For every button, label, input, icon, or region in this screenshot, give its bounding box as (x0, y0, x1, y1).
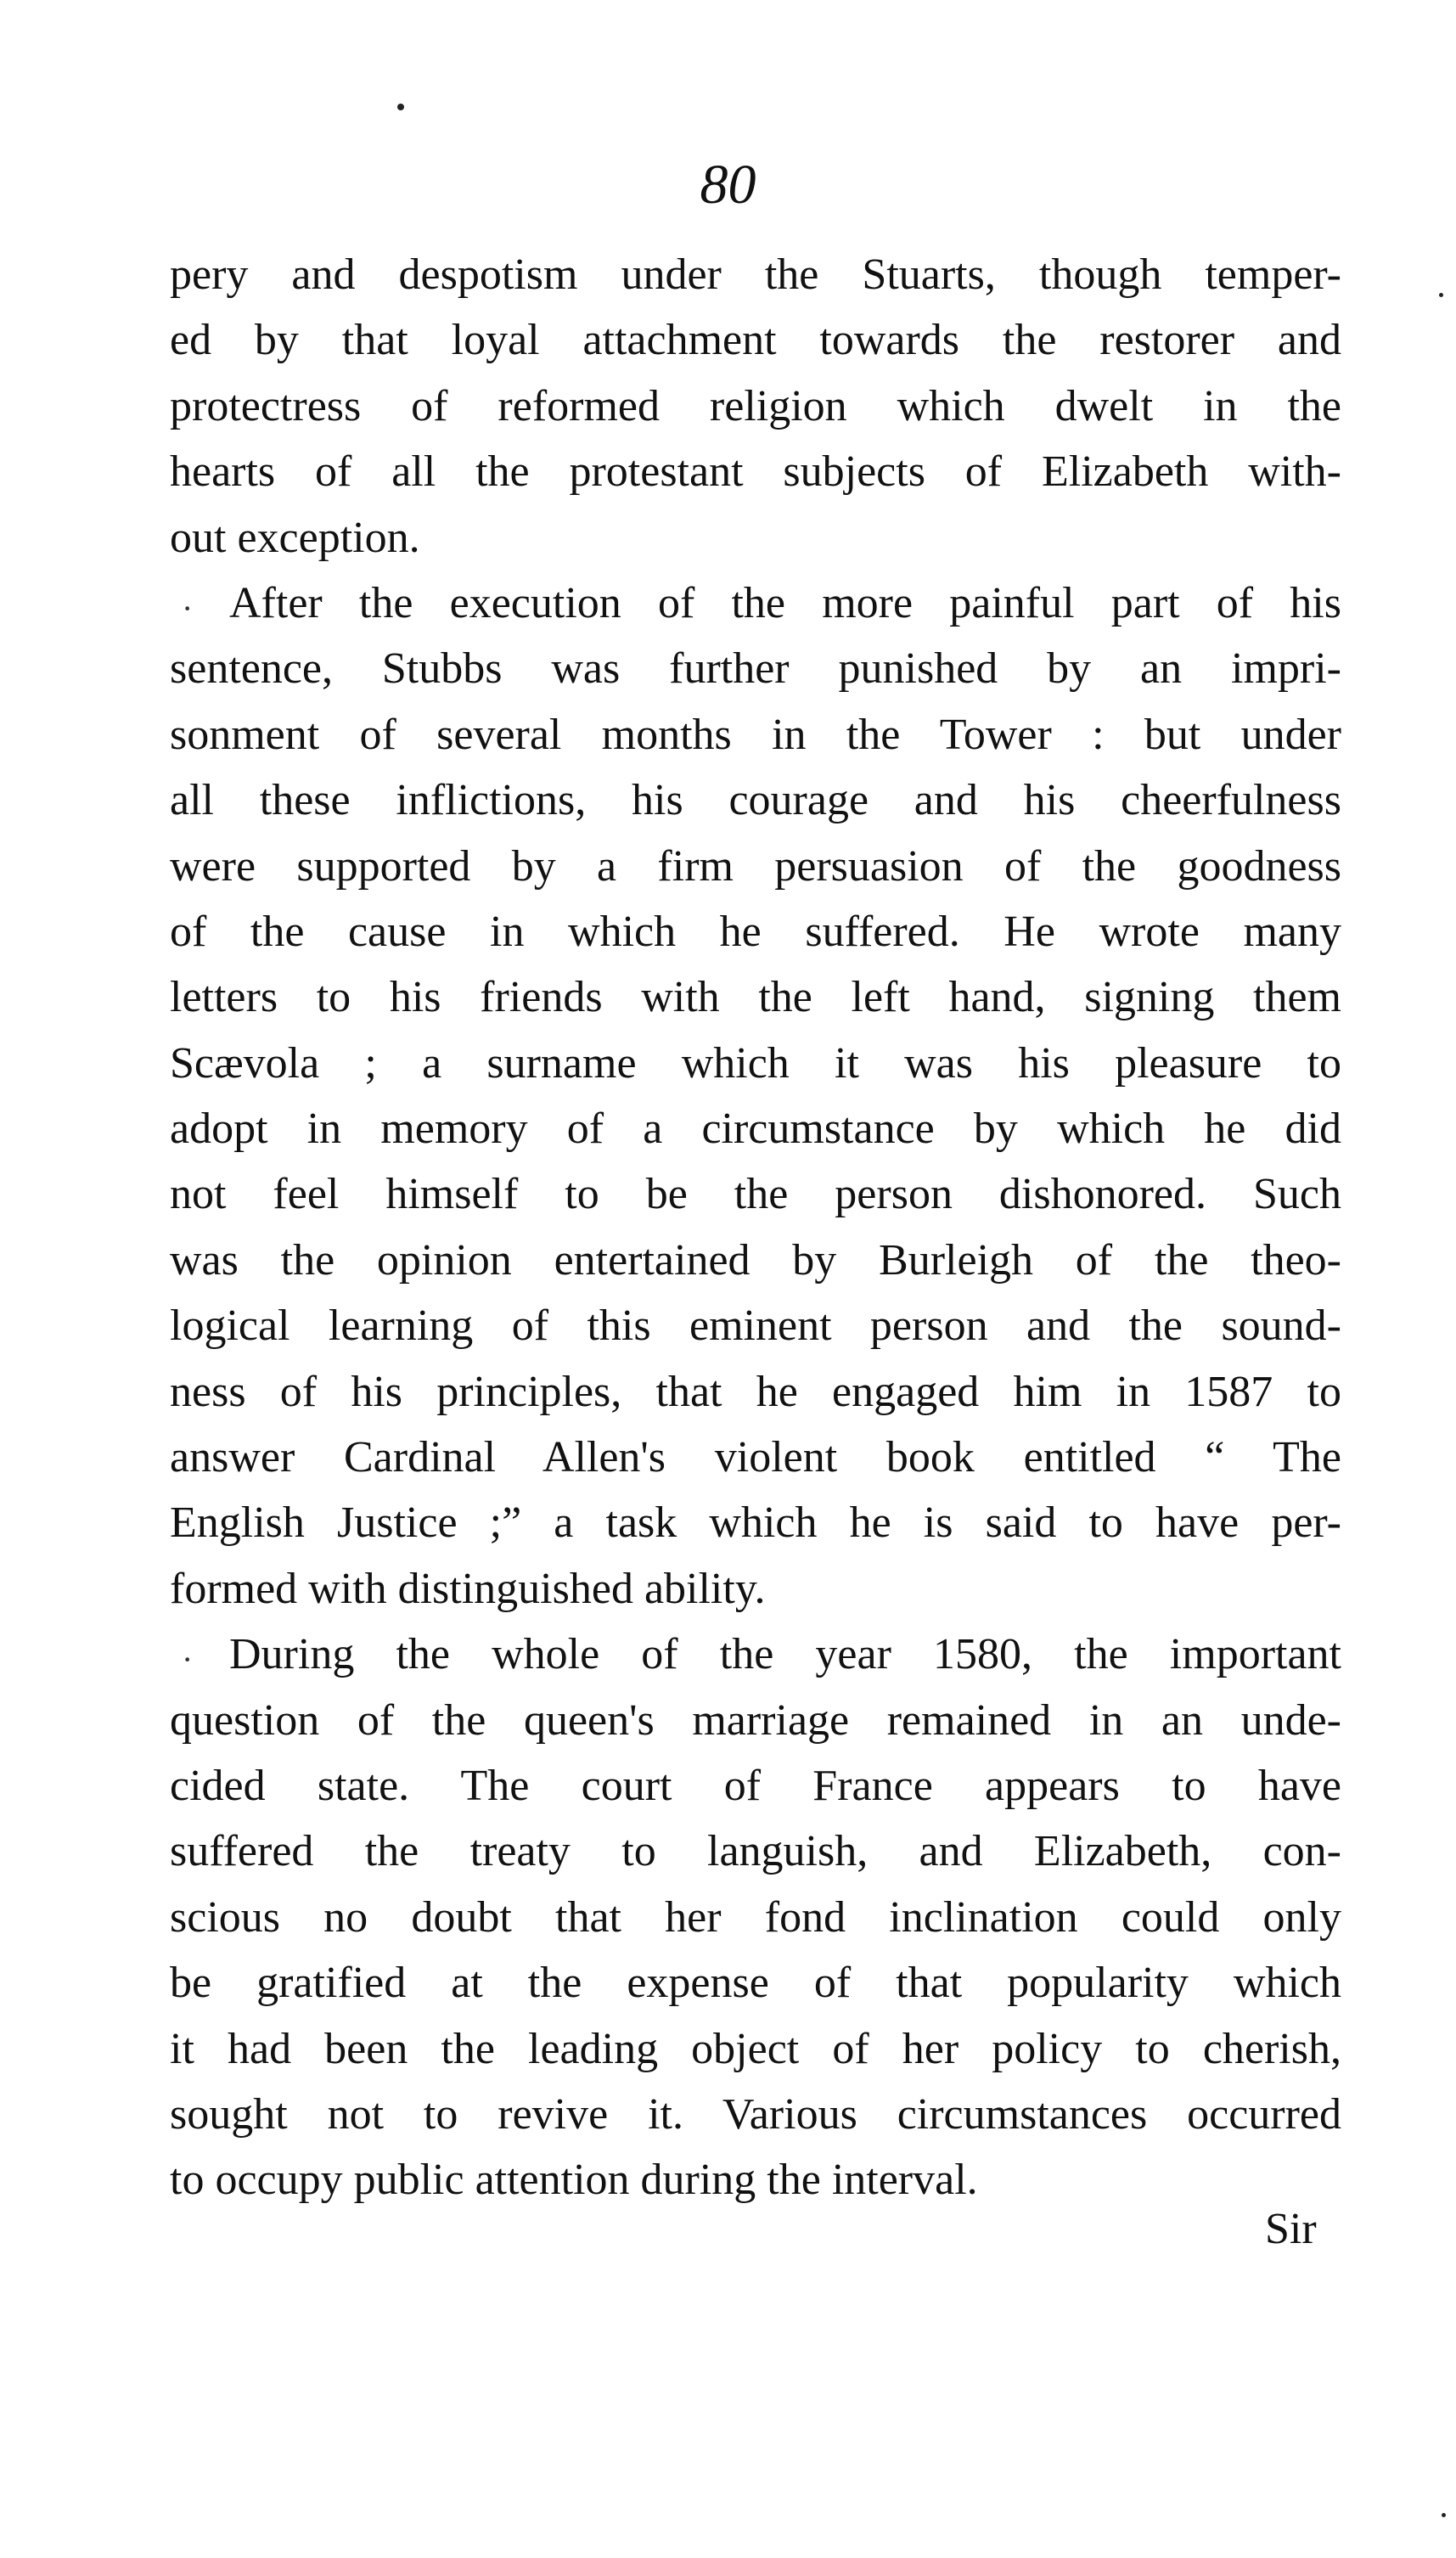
text-line: English Justice ;” a task which he is said to have per- (170, 1498, 1341, 1548)
text-line: all these inflictions, his courage and his cheerfulness (170, 776, 1341, 825)
page-number: 80 (700, 154, 756, 216)
text-line: be gratified at the expense of that popularity which (170, 1959, 1341, 2008)
text-line: sentence, Stubbs was further punished by an impri- (170, 644, 1341, 694)
text-line: suffered the treaty to languish, and Elizabeth, con- (170, 1827, 1341, 1876)
text-line: adopt in memory of a circumstance by which he did (170, 1105, 1341, 1154)
margin-speck (1439, 293, 1443, 297)
text-line: cided state. The court of France appears to have (170, 1761, 1341, 1810)
text-line: hearts of all the protestant subjects of Elizabeth with- (170, 447, 1341, 497)
text-line: Scævola ; a surname which it was his pleasure to (170, 1038, 1341, 1088)
text-line: ed by that loyal attachment towards the restorer and (170, 316, 1341, 365)
text-line: ness of his principles, that he engaged him in 1587 to (170, 1367, 1341, 1416)
paragraph-mark: · (182, 589, 194, 627)
paragraph-mark: · (182, 1640, 194, 1678)
text-line: was the opinion entertained by Burleigh of the theo- (170, 1235, 1341, 1285)
text-line: logical learning of this eminent person and the sound- (170, 1301, 1341, 1351)
text-line: formed with distinguished ability. (170, 1564, 766, 1613)
text-line: were supported by a firm persuasion of the goodness (170, 841, 1341, 891)
text-line: After the execution of the more painful part of his (229, 578, 1341, 627)
text-line: of the cause in which he suffered. He wrote many (170, 907, 1341, 956)
text-line: pery and despotism under the Stuarts, though temper- (170, 250, 1341, 299)
text-line: scious no doubt that her fond inclination could only (170, 1892, 1341, 1942)
text-line: During the whole of the year 1580, the important (229, 1630, 1341, 1679)
body-text (170, 242, 1341, 2213)
text-line: question of the queen's marriage remained in an unde- (170, 1695, 1341, 1745)
text-line: not feel himself to be the person dishonored. Such (170, 1170, 1341, 1219)
text-line: to occupy public attention during the interval. (170, 2156, 978, 2205)
text-line: protectress of reformed religion which dwelt in the (170, 381, 1341, 430)
margin-speck (1442, 2513, 1446, 2517)
text-line: sought not to revive it. Various circumstances occurred (170, 2089, 1341, 2139)
text-line: letters to his friends with the left hand, signing them (170, 973, 1341, 1022)
ink-speck (397, 104, 404, 110)
catchword: Sir (1265, 2205, 1317, 2253)
text-line: out exception. (170, 513, 420, 562)
text-line: sonment of several months in the Tower : but under (170, 710, 1341, 759)
text-line: it had been the leading object of her policy to cherish, (170, 2024, 1341, 2073)
text-line: answer Cardinal Allen's violent book entitled “ The (170, 1433, 1341, 1482)
